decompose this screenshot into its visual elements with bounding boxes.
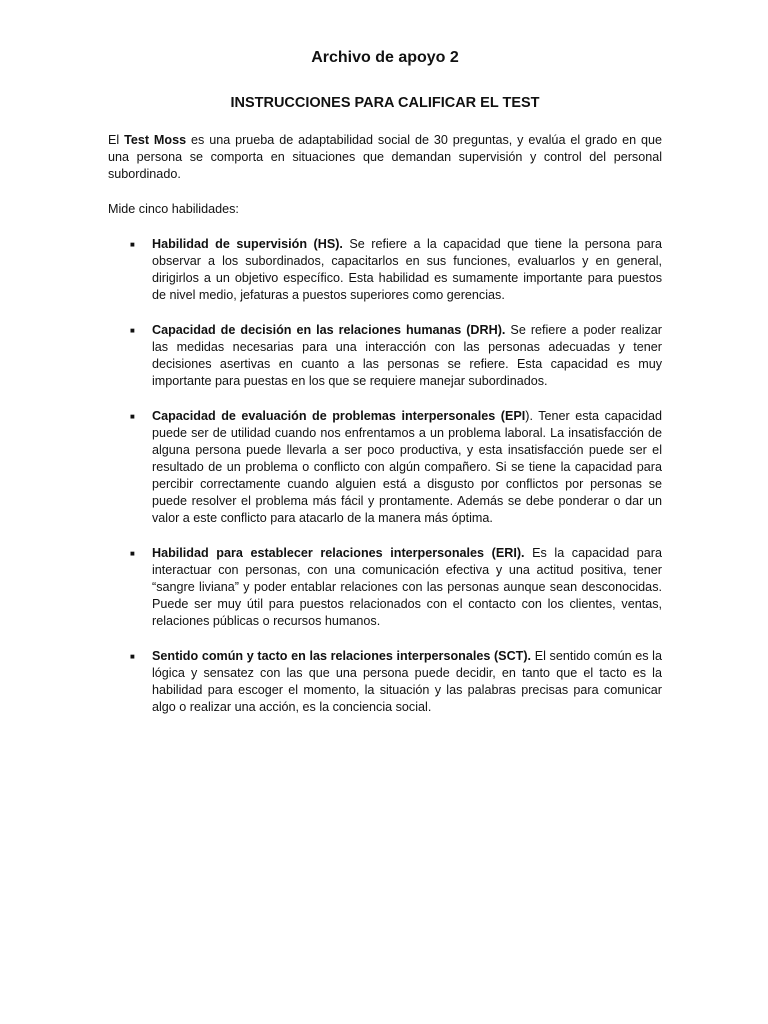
document-title: Archivo de apoyo 2 — [311, 49, 459, 66]
intro-test-name: Test Moss — [124, 133, 187, 147]
skill-description: Es la capacidad para interactuar con personas, con una comunicación efectiva y una actitud positiva, tener “sangre liviana” y poder entablar relaciones con las personas aunque sean desconocidas. Puede ser muy útil para puestos relacionados con el contacto con los clientes, ventas, relaciones públicas o recursos humanos. — [152, 546, 662, 628]
skill-name: Habilidad para establecer relaciones interpersonales (ERI). — [152, 546, 525, 560]
bullet-icon: ■ — [130, 240, 135, 249]
bullet-icon: ■ — [130, 326, 135, 335]
bullet-icon: ■ — [130, 652, 135, 661]
skill-name: Sentido común y tacto en las relaciones interpersonales (SCT). — [152, 649, 532, 663]
skill-name: Capacidad de evaluación de problemas interpersonales (EPI — [152, 409, 526, 423]
skill-description: Se refiere a poder realizar las medidas necesarias para una interacción con las personas adecuadas y tener decisiones asertivas en cuanto a las personas se refiere. Esta capacidad es muy importante para puestas en los que se requiere manejar subordinados. — [152, 323, 663, 388]
skill-item-eri — [108, 545, 662, 630]
skill-item-hs — [108, 236, 662, 304]
skill-item-drh — [108, 322, 662, 390]
skill-item-epi — [108, 408, 662, 527]
intro-prefix: El — [108, 133, 125, 147]
intro-paragraph — [108, 132, 662, 183]
intro-text: es una prueba de adaptabilidad social de 30 preguntas, y evalúa el grado en que una persona se comporta en situaciones que demandan supervisión y control del personal subordinado. — [108, 133, 663, 181]
skill-description: Se refiere a la capacidad que tiene la persona para observar a los subordinados, capacitarlos en sus funciones, evaluarlos y en general, dirigirlos a un objetivo específico. Esta habilidad es sumamente importante para puestos de nivel medio, jefaturas a puestos superiores como gerencias. — [152, 237, 662, 302]
bullet-icon: ■ — [130, 549, 135, 558]
skill-description: ). Tener esta capacidad puede ser de utilidad cuando nos enfrentamos a un problema laboral. La insatisfacción de alguna persona puede llevarla a ser poco productiva, y esta insatisfacción puede ser el resultado de un problema o conflicto con algún compañero. Si se tiene la capacidad para percibir correctamente cuando alguien está a disgusto por conflictos por personas se puede resolver el problema más fácil y prontamente. Además se debe ponderar o dar un valor a este conflicto para atacarlo de la manera más óptima. — [152, 409, 662, 525]
skill-name: Habilidad de supervisión (HS). — [152, 237, 343, 251]
skill-description: El sentido común es la lógica y sensatez con las que una persona puede decidir, en tanto que el tacto es la habilidad para escoger el momento, la situación y las palabras precisas para comunicar algo o realizar una acción, es la conciencia social. — [152, 649, 662, 714]
skills-lead: Mide cinco habilidades: — [108, 202, 239, 216]
document-subtitle: INSTRUCCIONES PARA CALIFICAR EL TEST — [230, 95, 540, 111]
skill-name: Capacidad de decisión en las relaciones humanas (DRH). — [152, 323, 506, 337]
skill-item-sct — [108, 648, 662, 716]
bullet-icon: ■ — [130, 412, 135, 421]
skills-list — [108, 236, 662, 716]
